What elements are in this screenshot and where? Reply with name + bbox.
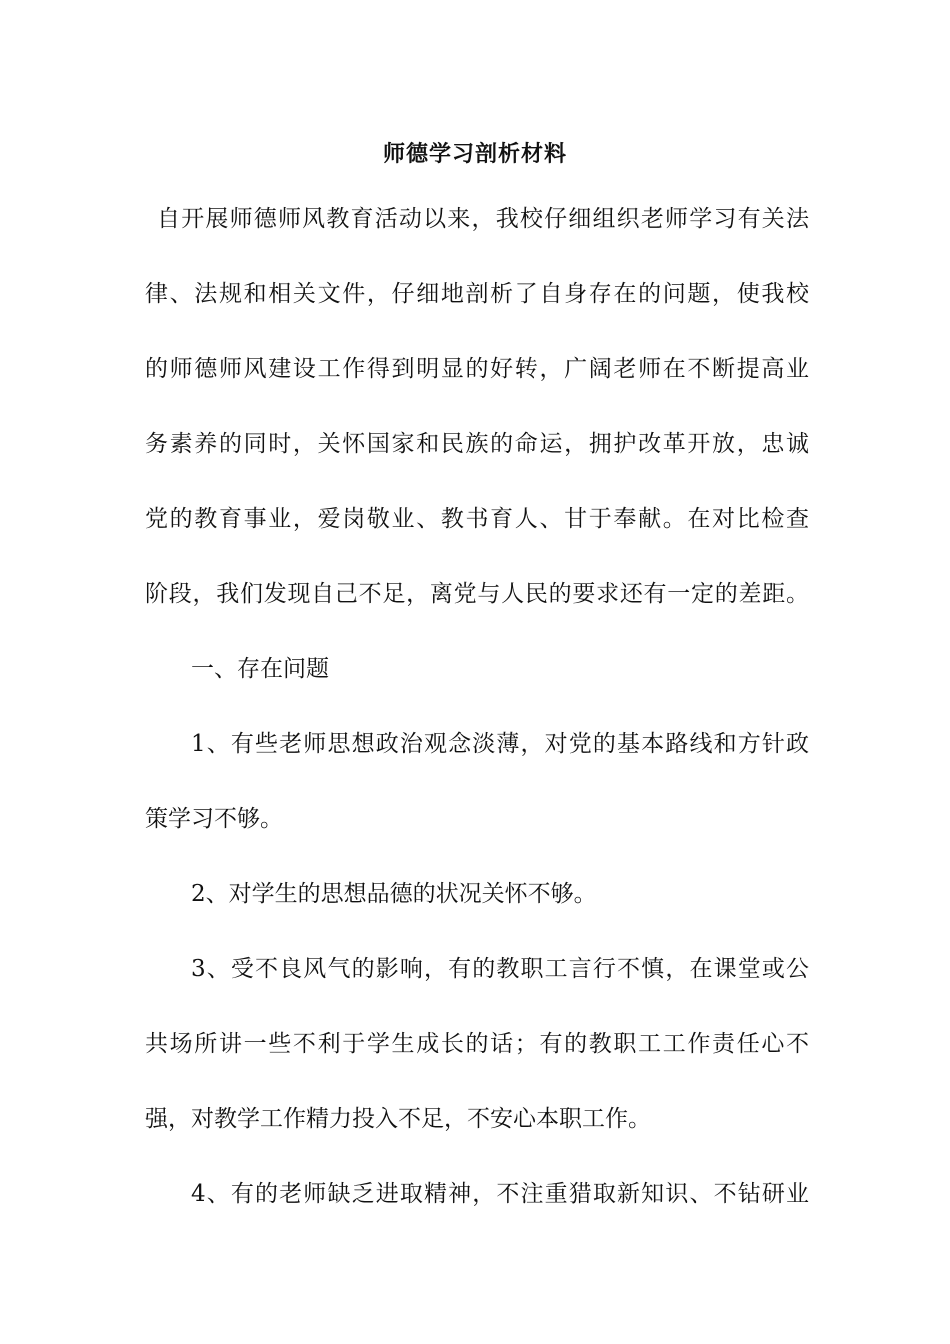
paragraph-line: 3、受不良风气的影响，有的教职工言行不慎，在课堂或公 bbox=[191, 956, 809, 982]
paragraph-line: 党的教育事业，爱岗敬业、教书育人、甘于奉献。在对比检查 bbox=[145, 506, 809, 532]
document-body bbox=[145, 182, 809, 1232]
paragraph-line: 律、法规和相关文件，仔细地剖析了自身存在的问题，使我校 bbox=[145, 281, 809, 307]
paragraph-line: 1、有些老师思想政治观念淡薄，对党的基本路线和方针政 bbox=[191, 731, 809, 757]
paragraph-line: 共场所讲一些不利于学生成长的话；有的教职工工作责任心不 bbox=[145, 1031, 809, 1057]
paragraph-line: 阶段，我们发现自己不足，离党与人民的要求还有一定的差距。 bbox=[145, 581, 809, 607]
paragraph-line: 的师德师风建设工作得到明显的好转，广阔老师在不断提高业 bbox=[145, 356, 809, 382]
section-heading: 一、存在问题 bbox=[191, 656, 329, 682]
paragraph-line: 2、对学生的思想品德的状况关怀不够。 bbox=[191, 881, 597, 907]
paragraph-line: 强，对教学工作精力投入不足，不安心本职工作。 bbox=[145, 1106, 651, 1132]
paragraph-line: 务素养的同时，关怀国家和民族的命运，拥护改革开放，忠诚 bbox=[145, 431, 809, 457]
document-title: 师德学习剖析材料 bbox=[382, 141, 567, 167]
paragraph-line: 自开展师德师风教育活动以来，我校仔细组织老师学习有关法 bbox=[157, 206, 809, 232]
paragraph-line: 策学习不够。 bbox=[145, 806, 283, 832]
paragraph-line: 4、有的老师缺乏进取精神，不注重猎取新知识、不钻研业 bbox=[191, 1181, 809, 1207]
